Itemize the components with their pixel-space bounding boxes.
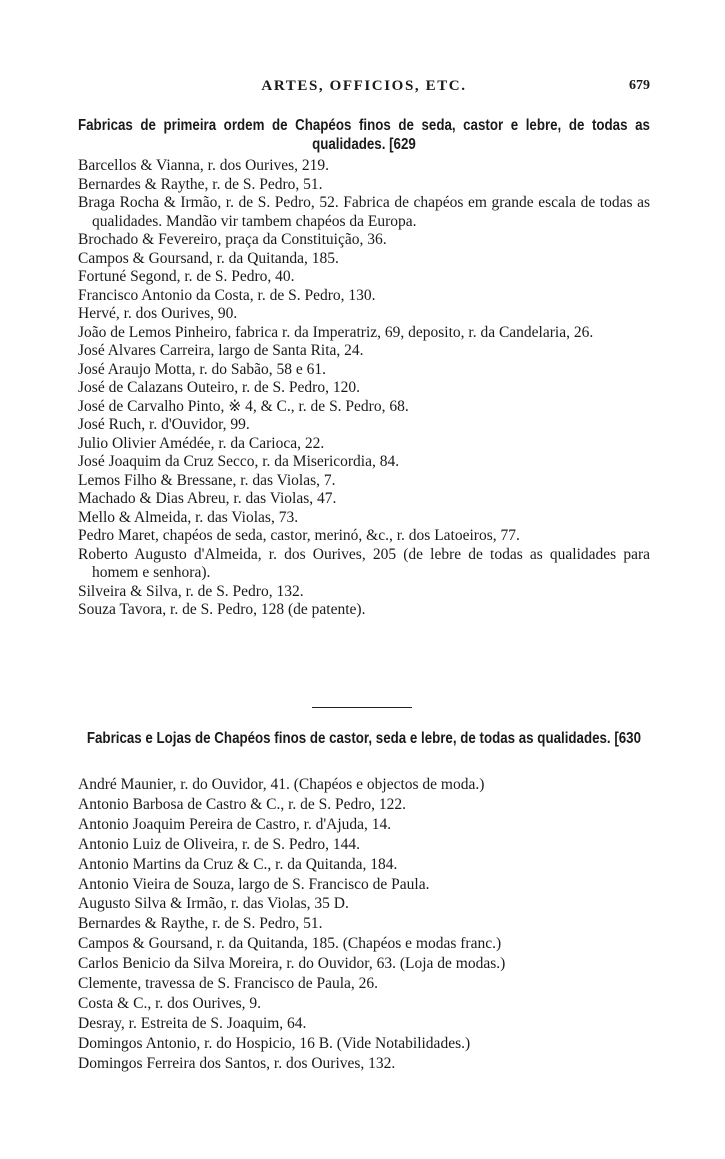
- list-item: Antonio Joaquim Pereira de Castro, r. d'Ajuda, 14.: [78, 815, 392, 833]
- list-item: Fortuné Segond, r. de S. Pedro, 40.: [78, 268, 295, 285]
- list-item: Mello & Almeida, r. das Violas, 73.: [78, 508, 299, 526]
- list-item: Campos & Goursand, r. da Quitanda, 185.: [78, 249, 339, 267]
- list-item: Domingos Antonio, r. do Hospicio, 16 B. (Vide Notabilidades.): [78, 1034, 471, 1052]
- page-number: 679: [629, 78, 650, 93]
- list-item: Antonio Luiz de Oliveira, r. de S. Pedro, 144.: [78, 835, 360, 853]
- list-item: Desray, r. Estreita de S. Joaquim, 64.: [78, 1014, 307, 1032]
- list-item: José de Calazans Outeiro, r. de S. Pedro, 120.: [78, 379, 360, 396]
- list-item: Brochado & Fevereiro, praça da Constituição, 36.: [78, 231, 387, 248]
- list-item: Francisco Antonio da Costa, r. de S. Pedro, 130.: [78, 286, 376, 304]
- list-item: Machado & Dias Abreu, r. das Violas, 47.: [78, 490, 337, 507]
- list-item: Hervé, r. dos Ourives, 90.: [78, 305, 238, 322]
- list-item: Bernardes & Raythe, r. de S. Pedro, 51.: [78, 915, 323, 933]
- list-item: Antonio Martins da Cruz & C., r. da Quitanda, 184.: [78, 855, 398, 873]
- list-item: Barcellos & Vianna, r. dos Ourives, 219.: [78, 157, 330, 174]
- list-item: Silveira & Silva, r. de S. Pedro, 132.: [78, 582, 304, 600]
- list-item: Clemente, travessa de S. Francisco de Paula, 26.: [78, 975, 379, 993]
- list-item: Lemos Filho & Bressane, r. das Violas, 7.: [78, 471, 336, 489]
- list-item: José de Carvalho Pinto, ※ 4, & C., r. de S. Pedro, 68.: [78, 397, 409, 415]
- list-item: Antonio Vieira de Souza, largo de S. Francisco de Paula.: [78, 875, 430, 893]
- running-title: ARTES, OFFICIOS, ETC.: [261, 78, 467, 94]
- list-item: João de Lemos Pinheiro, fabrica r. da Imperatriz, 69, deposito, r. da Candelaria, 26.: [78, 323, 594, 341]
- list-item: José Araujo Motta, r. do Sabão, 58 e 61.: [78, 360, 326, 378]
- list-item: Julio Olivier Amédée, r. da Carioca, 22.: [78, 434, 325, 452]
- list-item: Domingos Ferreira dos Santos, r. dos Ourives, 132.: [78, 1054, 396, 1072]
- list-item: Carlos Benicio da Silva Moreira, r. do Ouvidor, 63. (Loja de modas.): [78, 955, 506, 973]
- list-item: Roberto Augusto d'Almeida, r. dos Ourives, 205 (de lebre de todas as qualidades para homem e senhora).: [78, 545, 650, 581]
- entry-list-629: [78, 157, 650, 620]
- list-item: José Ruch, r. d'Ouvidor, 99.: [78, 416, 250, 433]
- list-item: Costa & C., r. dos Ourives, 9.: [78, 994, 261, 1012]
- list-item: Souza Tavora, r. de S. Pedro, 128 (de patente).: [78, 601, 366, 618]
- list-item: Campos & Goursand, r. da Quitanda, 185. (Chapéos e modas franc.): [78, 935, 502, 953]
- list-item: André Maunier, r. do Ouvidor, 41. (Chapéos e objectos de moda.): [78, 776, 485, 793]
- list-item: Pedro Maret, chapéos de seda, castor, merinó, &c., r. dos Latoeiros, 77.: [78, 527, 520, 544]
- list-item: Antonio Barbosa de Castro & C., r. de S. Pedro, 122.: [78, 795, 407, 813]
- entry-list-630: [78, 775, 650, 1074]
- section-title-629: Fabricas de primeira ordem de Chapéos finos de seda, castor e lebre, de todas as qualidades. [629: [78, 117, 650, 153]
- section-title-630: Fabricas e Lojas de Chapéos finos de castor, seda e lebre, de todas as qualidades. [630: [86, 730, 642, 747]
- list-item: Braga Rocha & Irmão, r. de S. Pedro, 52. Fabrica de chapéos em grande escala de todas as qualidades. Mandão vir tambem chapéos da Europa.: [78, 194, 650, 230]
- list-item: José Alvares Carreira, largo de Santa Rita, 24.: [78, 342, 364, 359]
- section-divider: [312, 707, 412, 708]
- list-item: Bernardes & Raythe, r. de S. Pedro, 51.: [78, 175, 323, 193]
- list-item: José Joaquim da Cruz Secco, r. da Misericordia, 84.: [78, 453, 400, 470]
- list-item: Augusto Silva & Irmão, r. das Violas, 35 D.: [78, 895, 349, 913]
- running-header: [78, 78, 650, 98]
